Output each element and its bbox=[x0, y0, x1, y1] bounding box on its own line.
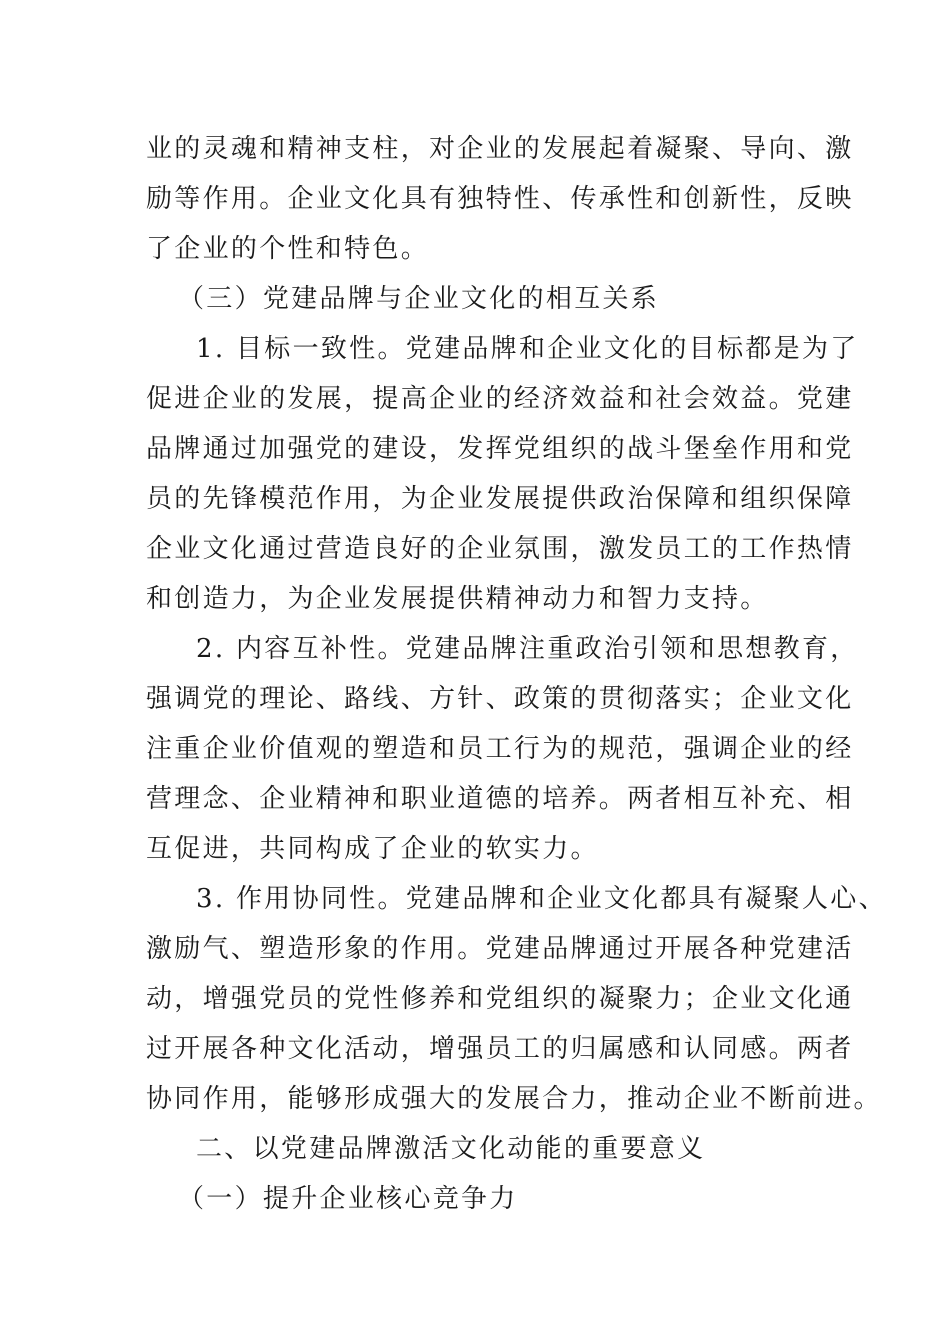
paragraph-line: 励等作用。企业文化具有独特性、传承性和创新性，反映 bbox=[146, 184, 854, 214]
paragraph-line: 企业文化通过营造良好的企业氛围，激发员工的工作热情 bbox=[146, 534, 854, 564]
section-heading: （三）党建品牌与企业文化的相互关系 bbox=[178, 284, 660, 314]
paragraph-line: 过开展各种文化活动，增强员工的归属感和认同感。两者 bbox=[146, 1034, 854, 1064]
paragraph-line: 品牌通过加强党的建设，发挥党组织的战斗堡垒作用和党 bbox=[146, 434, 854, 464]
paragraph-line: 促进企业的发展，提高企业的经济效益和社会效益。党建 bbox=[146, 384, 854, 414]
paragraph-line: 员的先锋模范作用，为企业发展提供政治保障和组织保障 bbox=[146, 484, 854, 514]
paragraph-line: 互促进，共同构成了企业的软实力。 bbox=[146, 834, 599, 864]
section-heading: 二、以党建品牌激活文化动能的重要意义 bbox=[196, 1134, 706, 1164]
paragraph-line: 3. 作用协同性。党建品牌和企业文化都具有凝聚人心、 bbox=[196, 884, 887, 914]
paragraph-line: 动，增强党员的党性修养和党组织的凝聚力；企业文化通 bbox=[146, 984, 854, 1014]
paragraph-line: 了企业的个性和特色。 bbox=[146, 234, 430, 264]
paragraph-line: 协同作用，能够形成强大的发展合力，推动企业不断前进。 bbox=[146, 1084, 882, 1114]
paragraph-line: 激励气、塑造形象的作用。党建品牌通过开展各种党建活 bbox=[146, 934, 854, 964]
paragraph-line: 强调党的理论、路线、方针、政策的贯彻落实；企业文化 bbox=[146, 684, 854, 714]
paragraph-line: 2. 内容互补性。党建品牌注重政治引领和思想教育， bbox=[196, 634, 859, 664]
paragraph-line: 和创造力，为企业发展提供精神动力和智力支持。 bbox=[146, 584, 769, 614]
paragraph-line: 1. 目标一致性。党建品牌和企业文化的目标都是为了 bbox=[196, 334, 859, 364]
subsection-heading: （一）提升企业核心竞争力 bbox=[178, 1184, 518, 1214]
paragraph-line: 业的灵魂和精神支柱，对企业的发展起着凝聚、导向、激 bbox=[146, 134, 854, 164]
paragraph-line: 注重企业价值观的塑造和员工行为的规范，强调企业的经 bbox=[146, 734, 854, 764]
paragraph-line: 营理念、企业精神和职业道德的培养。两者相互补充、相 bbox=[146, 784, 854, 814]
